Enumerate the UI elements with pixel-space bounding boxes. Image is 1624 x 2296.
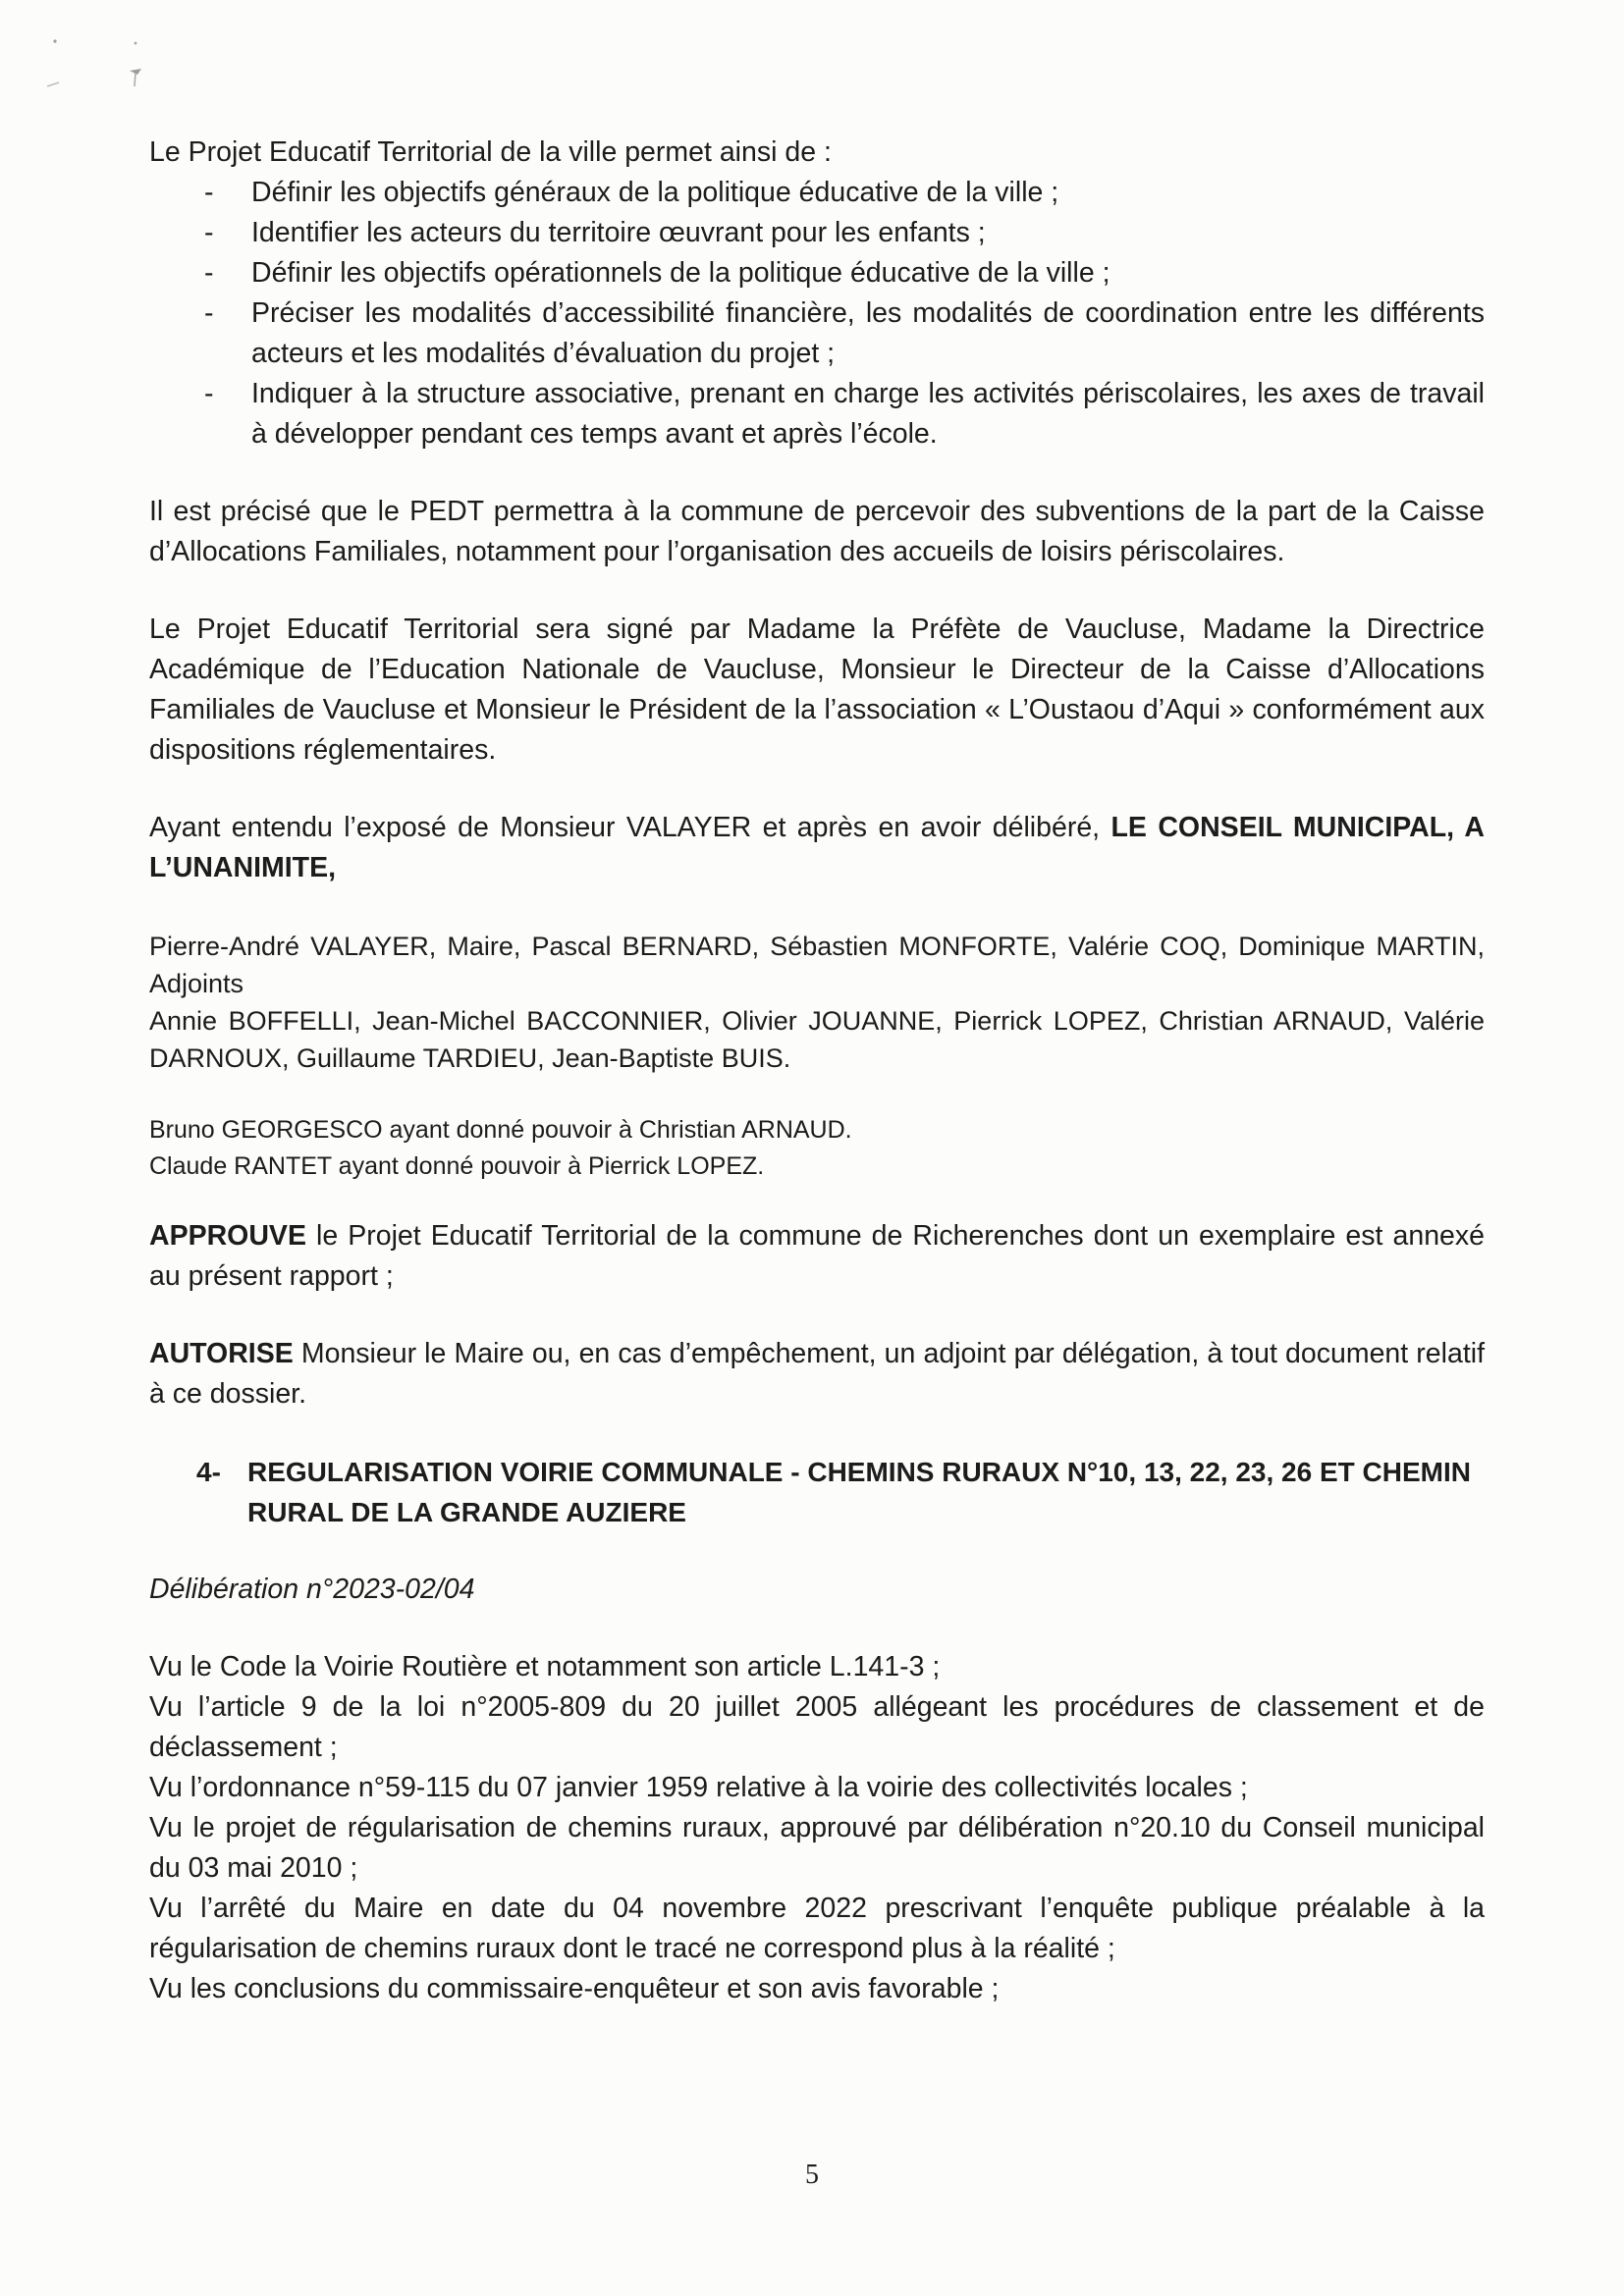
proxy-line: Bruno GEORGESCO ayant donné pouvoir à Christian ARNAUD. (149, 1116, 852, 1144)
approve-paragraph (149, 1216, 1485, 1297)
deliberation-result: LE CONSEIL MUNICIPAL, A L’UNANIMITE, (149, 812, 1485, 883)
proxies-block (149, 1112, 1485, 1185)
list-item: - Définir les objectifs opérationnels de la politique éducative de la ville ; (149, 253, 1485, 294)
document-body (149, 133, 1485, 2009)
consideration-line: Vu l’article 9 de la loi n°2005-809 du 20 juillet 2005 allégeant les procédures de classement et de déclassement ; (149, 1691, 1485, 1763)
scan-specks (39, 29, 157, 98)
list-item: - Préciser les modalités d’accessibilité financière, les modalités de coordination entre les différents acteurs et les modalités d’évaluation du projet ; (149, 294, 1485, 374)
intro-text: Le Projet Educatif Territorial de la ville permet ainsi de : (149, 136, 832, 168)
consideration-line: Vu le projet de régularisation de chemins ruraux, approuvé par délibération n°20.10 du Conseil municipal du 03 mai 2010 ; (149, 1812, 1485, 1884)
considerations-block (149, 1647, 1485, 2009)
deliberation-intro: Ayant entendu l’exposé de Monsieur VALAYER et après en avoir délibéré, (149, 812, 1111, 843)
authorize-keyword: AUTORISE (149, 1338, 294, 1369)
page-number: 5 (805, 2160, 819, 2190)
authorize-paragraph (149, 1334, 1485, 1415)
section-number: 4- (196, 1457, 221, 1487)
authorize-text: Monsieur le Maire ou, en cas d’empêchement, un adjoint par délégation, à tout document relatif à ce dossier. (149, 1338, 1485, 1410)
consideration-line: Vu l’arrêté du Maire en date du 04 novembre 2022 prescrivant l’enquête publique préalable à la régularisation de chemins ruraux dont le tracé ne correspond plus à la réalité ; (149, 1893, 1485, 1964)
approve-keyword: APPROUVE (149, 1220, 306, 1252)
approve-text: le Projet Educatif Territorial de la commune de Richerenches dont un exemplaire est annexé au présent rapport ; (149, 1220, 1485, 1292)
consideration-line: Vu les conclusions du commissaire-enquêteur et son avis favorable ; (149, 1973, 1000, 2004)
list-item: - Définir les objectifs généraux de la politique éducative de la ville ; (149, 173, 1485, 213)
deliberation-paragraph (149, 808, 1485, 888)
consideration-line: Vu l’ordonnance n°59-115 du 07 janvier 1959 relative à la voirie des collectivités locales ; (149, 1772, 1248, 1803)
members-block (149, 928, 1485, 1077)
members-adjoints: Pierre-André VALAYER, Maire, Pascal BERNARD, Sébastien MONFORTE, Valérie COQ, Dominique MARTIN, Adjoints (149, 932, 1485, 998)
signatures-paragraph: Le Projet Educatif Territorial sera signé par Madame la Préfète de Vaucluse, Madame la Directrice Académique de l’Education Nationale de Vaucluse, Monsieur le Directeur de la Caisse d’Allocations Familiales de Vaucluse et Monsieur le Président de la l’association « L’Oustaou d’Aqui » conformément aux dispositions réglementaires. (149, 614, 1485, 766)
proxy-line: Claude RANTET ayant donné pouvoir à Pierrick LOPEZ. (149, 1152, 765, 1180)
objectives-list (149, 173, 1485, 454)
consideration-line: Vu le Code la Voirie Routière et notamment son article L.141-3 ; (149, 1651, 941, 1682)
section-title: REGULARISATION VOIRIE COMMUNALE - CHEMINS RURAUX N°10, 13, 22, 23, 26 ET CHEMIN RURAL DE LA GRANDE AUZIERE (247, 1457, 1471, 1527)
pedt-paragraph: Il est précisé que le PEDT permettra à la commune de percevoir des subventions de la part de la Caisse d’Allocations Familiales, notamment pour l’organisation des accueils de loisirs périscolaires. (149, 496, 1485, 567)
list-item: - Indiquer à la structure associative, prenant en charge les activités périscolaires, les axes de travail à développer pendant ces temps avant et après l’école. (149, 374, 1485, 454)
members-councillors: Annie BOFFELLI, Jean-Michel BACCONNIER, Olivier JOUANNE, Pierrick LOPEZ, Christian ARNAUD, Valérie DARNOUX, Guillaume TARDIEU, Jean-Baptiste BUIS. (149, 1006, 1485, 1073)
deliberation-reference: Délibération n°2023-02/04 (149, 1574, 475, 1605)
section-heading (149, 1452, 1485, 1532)
list-item: - Identifier les acteurs du territoire œuvrant pour les enfants ; (149, 213, 1485, 253)
